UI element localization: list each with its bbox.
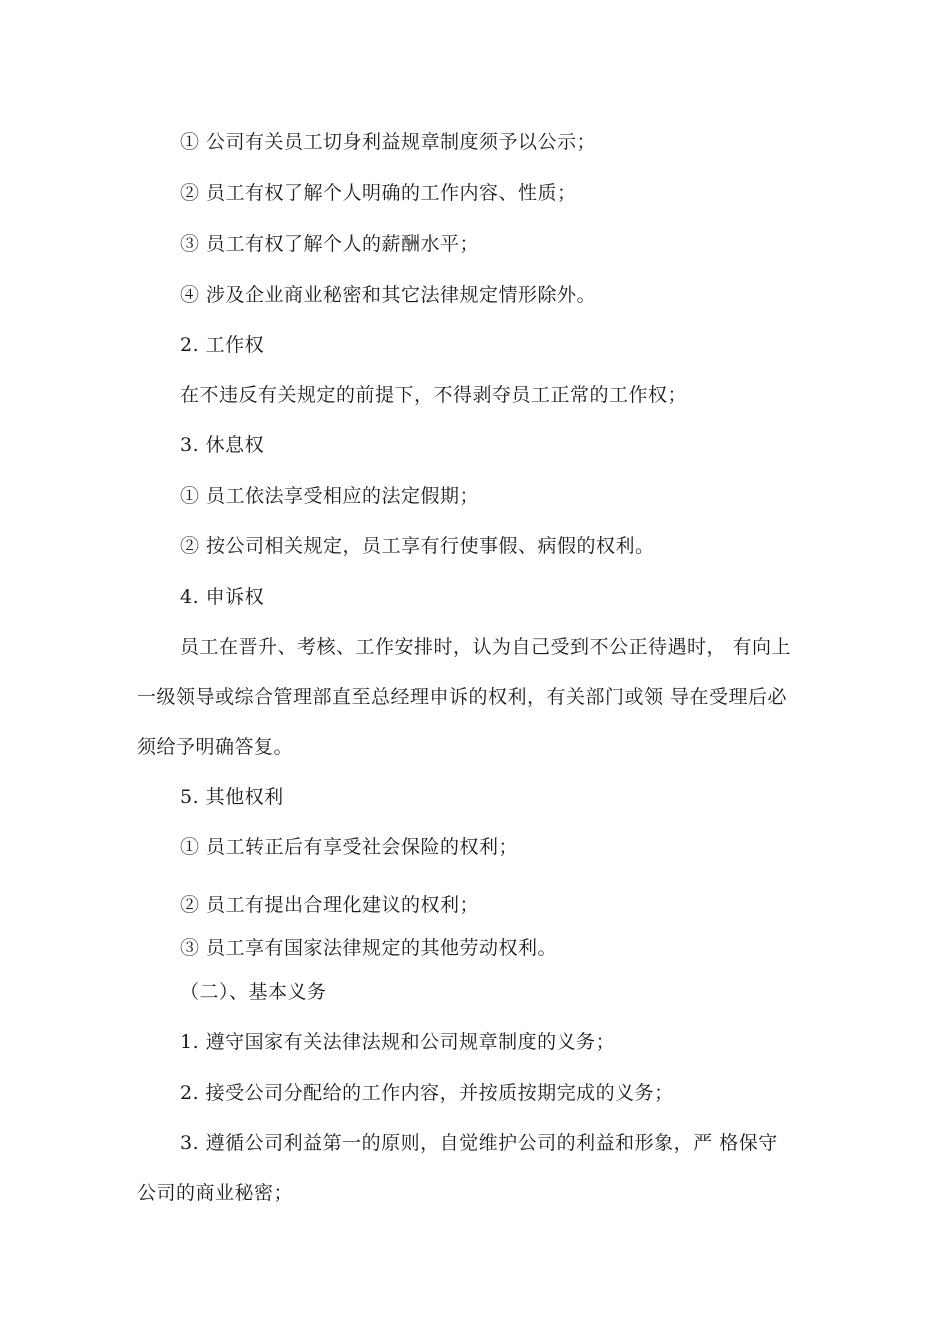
list-item-accept-work: 2. 接受公司分配给的工作内容，并按质按期完成的义务； xyxy=(180,1082,674,1104)
list-item-obey-laws: 1. 遵守国家有关法律法规和公司规章制度的义务； xyxy=(180,1031,616,1053)
list-item-company-interest-line-2: 公司的商业秘密； xyxy=(137,1182,294,1204)
section-heading-appeal-right: 4. 申诉权 xyxy=(180,586,265,608)
section-heading-work-right: 2. 工作权 xyxy=(180,334,265,356)
list-item-suggestions: ② 员工有提出合理化建议的权利； xyxy=(180,894,480,916)
list-item-leave-rights: ② 按公司相关规定，员工享有行使事假、病假的权利。 xyxy=(180,535,655,557)
section-heading-other-rights: 5. 其他权利 xyxy=(180,786,284,808)
paragraph-appeal-line-3: 须给予明确答复。 xyxy=(137,736,294,758)
list-item-salary-level: ③ 员工有权了解个人的薪酬水平； xyxy=(180,233,480,255)
list-item-statutory-holidays: ① 员工依法享受相应的法定假期； xyxy=(180,485,480,507)
list-item-labor-rights: ③ 员工享有国家法律规定的其他劳动权利。 xyxy=(180,937,558,959)
list-item-job-content: ② 员工有权了解个人明确的工作内容、性质； xyxy=(180,182,577,204)
paragraph-work-right: 在不违反有关规定的前提下，不得剥夺员工正常的工作权； xyxy=(180,384,688,406)
section-heading-basic-obligations: （二）、基本义务 xyxy=(180,981,327,1003)
list-item-public-disclosure: ① 公司有关员工切身利益规章制度须予以公示； xyxy=(180,131,597,153)
list-item-exceptions: ④ 涉及企业商业秘密和其它法律规定情形除外。 xyxy=(180,284,597,306)
section-heading-rest-right: 3. 休息权 xyxy=(180,434,265,456)
paragraph-appeal-line-2: 一级领导或综合管理部直至总经理申诉的权利，有关部门或领 导在受理后必 xyxy=(137,686,788,708)
list-item-company-interest-line-1: 3. 遵循公司利益第一的原则，自觉维护公司的利益和形象，严 格保守 xyxy=(180,1132,778,1154)
paragraph-appeal-line-1: 员工在晋升、考核、工作安排时，认为自己受到不公正待遇时， 有向上 xyxy=(180,636,792,658)
list-item-social-insurance: ① 员工转正后有享受社会保险的权利； xyxy=(180,836,519,858)
